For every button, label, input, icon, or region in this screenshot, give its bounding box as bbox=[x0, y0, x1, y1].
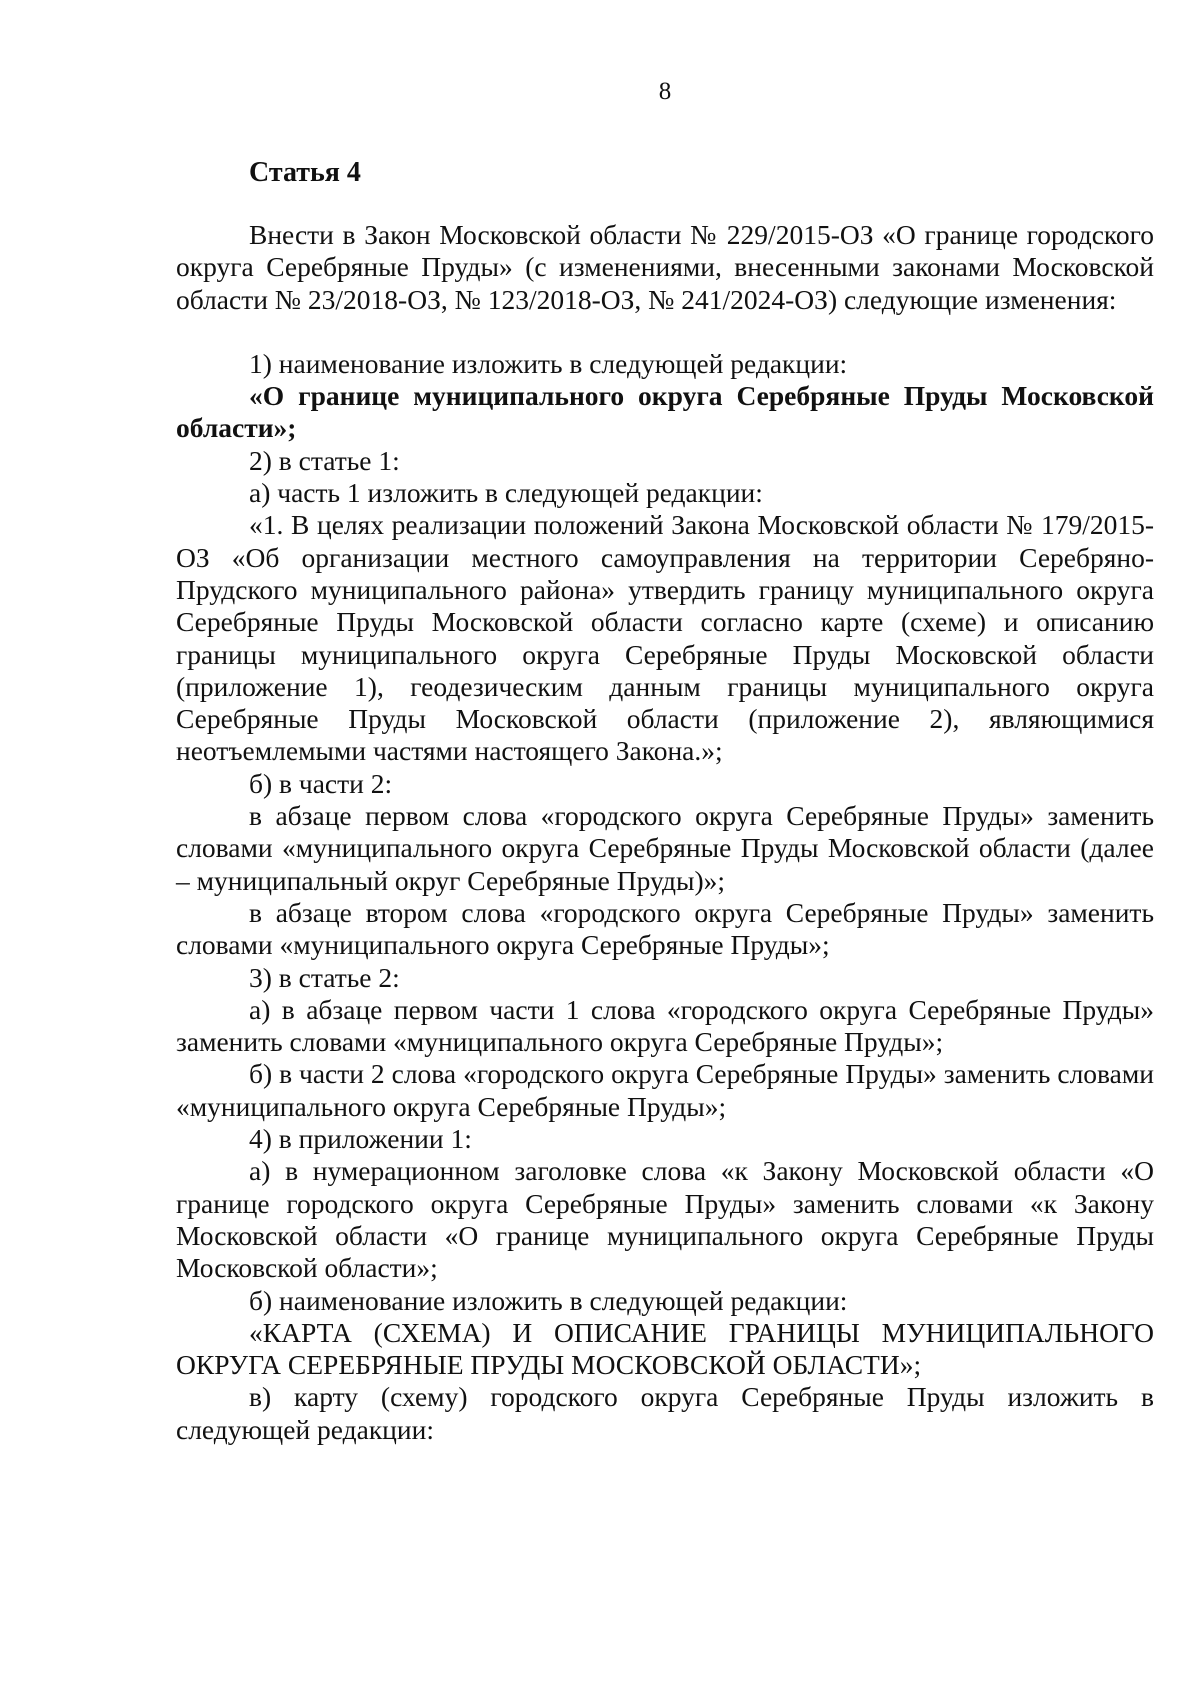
paragraph-item-1: 1) наименование изложить в следующей редакции: bbox=[249, 347, 848, 379]
paragraph-item-3b: б) в части 2 слова «городского округа Серебряные Пруды» заменить словами «муниципального округа Серебряные Пруды»; bbox=[176, 1058, 1154, 1122]
paragraph-intro: Внести в Закон Московской области № 229/2015-ОЗ «О границе городского округа Серебряные Пруды» (с изменениями, внесенными законами Московской области № 23/2018-ОЗ, № 123/2018-ОЗ, № 241/2024-ОЗ) следующие изменения: bbox=[176, 219, 1154, 315]
paragraph-item-3a: а) в абзаце первом части 1 слова «городского округа Серебряные Пруды» заменить словами «муниципального округа Серебряные Пруды»; bbox=[176, 993, 1154, 1058]
paragraph-item-4: 4) в приложении 1: bbox=[249, 1123, 472, 1155]
paragraph-first-clause: в абзаце первом слова «городского округа Серебряные Пруды» заменить словами «муниципального округа Серебряные Пруды Московской области (далее – муниципальный округ Серебряные Пруды)»; bbox=[176, 800, 1154, 896]
paragraph-item-3: 3) в статье 2: bbox=[249, 961, 400, 993]
paragraph-item-2a: а) часть 1 изложить в следующей редакции: bbox=[249, 477, 763, 509]
paragraph-item-4b: б) наименование изложить в следующей редакции: bbox=[249, 1284, 848, 1316]
paragraph-item-4a: а) в нумерационном заголовке слова «к Закону Московской области «О границе городского округа Серебряные Пруды» заменить словами «к Закону Московской области «О границе муниципального округа Серебряные Пруды Московской области»; bbox=[176, 1155, 1154, 1284]
article-body bbox=[176, 219, 1154, 1446]
paragraph-quote-part-1: «1. В целях реализации положений Закона Московской области № 179/2015-ОЗ «Об организации местного самоуправления на территории Серебряно-Прудского муниципального района» утвердить границу муниципального округа Серебряные Пруды Московской области согласно карте (схеме) и описанию границы муниципального округа Серебряные Пруды Московской области (приложение 1), геодезическим данным границы муниципального округа Серебряные Пруды Московской области (приложение 2), являющимися неотъемлемыми частями настоящего Закона.»; bbox=[176, 509, 1154, 767]
paragraph-caps-title: «КАРТА (СХЕМА) И ОПИСАНИЕ ГРАНИЦЫ МУНИЦИПАЛЬНОГО ОКРУГА СЕРЕБРЯНЫЕ ПРУДЫ МОСКОВСКОЙ ОБЛАСТИ»; bbox=[176, 1316, 1154, 1381]
paragraph-item-2: 2) в статье 1: bbox=[249, 444, 400, 476]
paragraph-new-title: «О границе муниципального округа Серебряные Пруды Московской области»; bbox=[176, 380, 1154, 444]
paragraph-second-clause: в абзаце втором слова «городского округа Серебряные Пруды» заменить словами «муниципального округа Серебряные Пруды»; bbox=[176, 896, 1154, 961]
paragraph-item-4c: в) карту (схему) городского округа Серебряные Пруды изложить в следующей редакции: bbox=[176, 1381, 1154, 1445]
paragraph-item-2b: б) в части 2: bbox=[249, 767, 393, 799]
article-heading: Статья 4 bbox=[249, 157, 361, 188]
page-number: 8 bbox=[658, 78, 672, 105]
